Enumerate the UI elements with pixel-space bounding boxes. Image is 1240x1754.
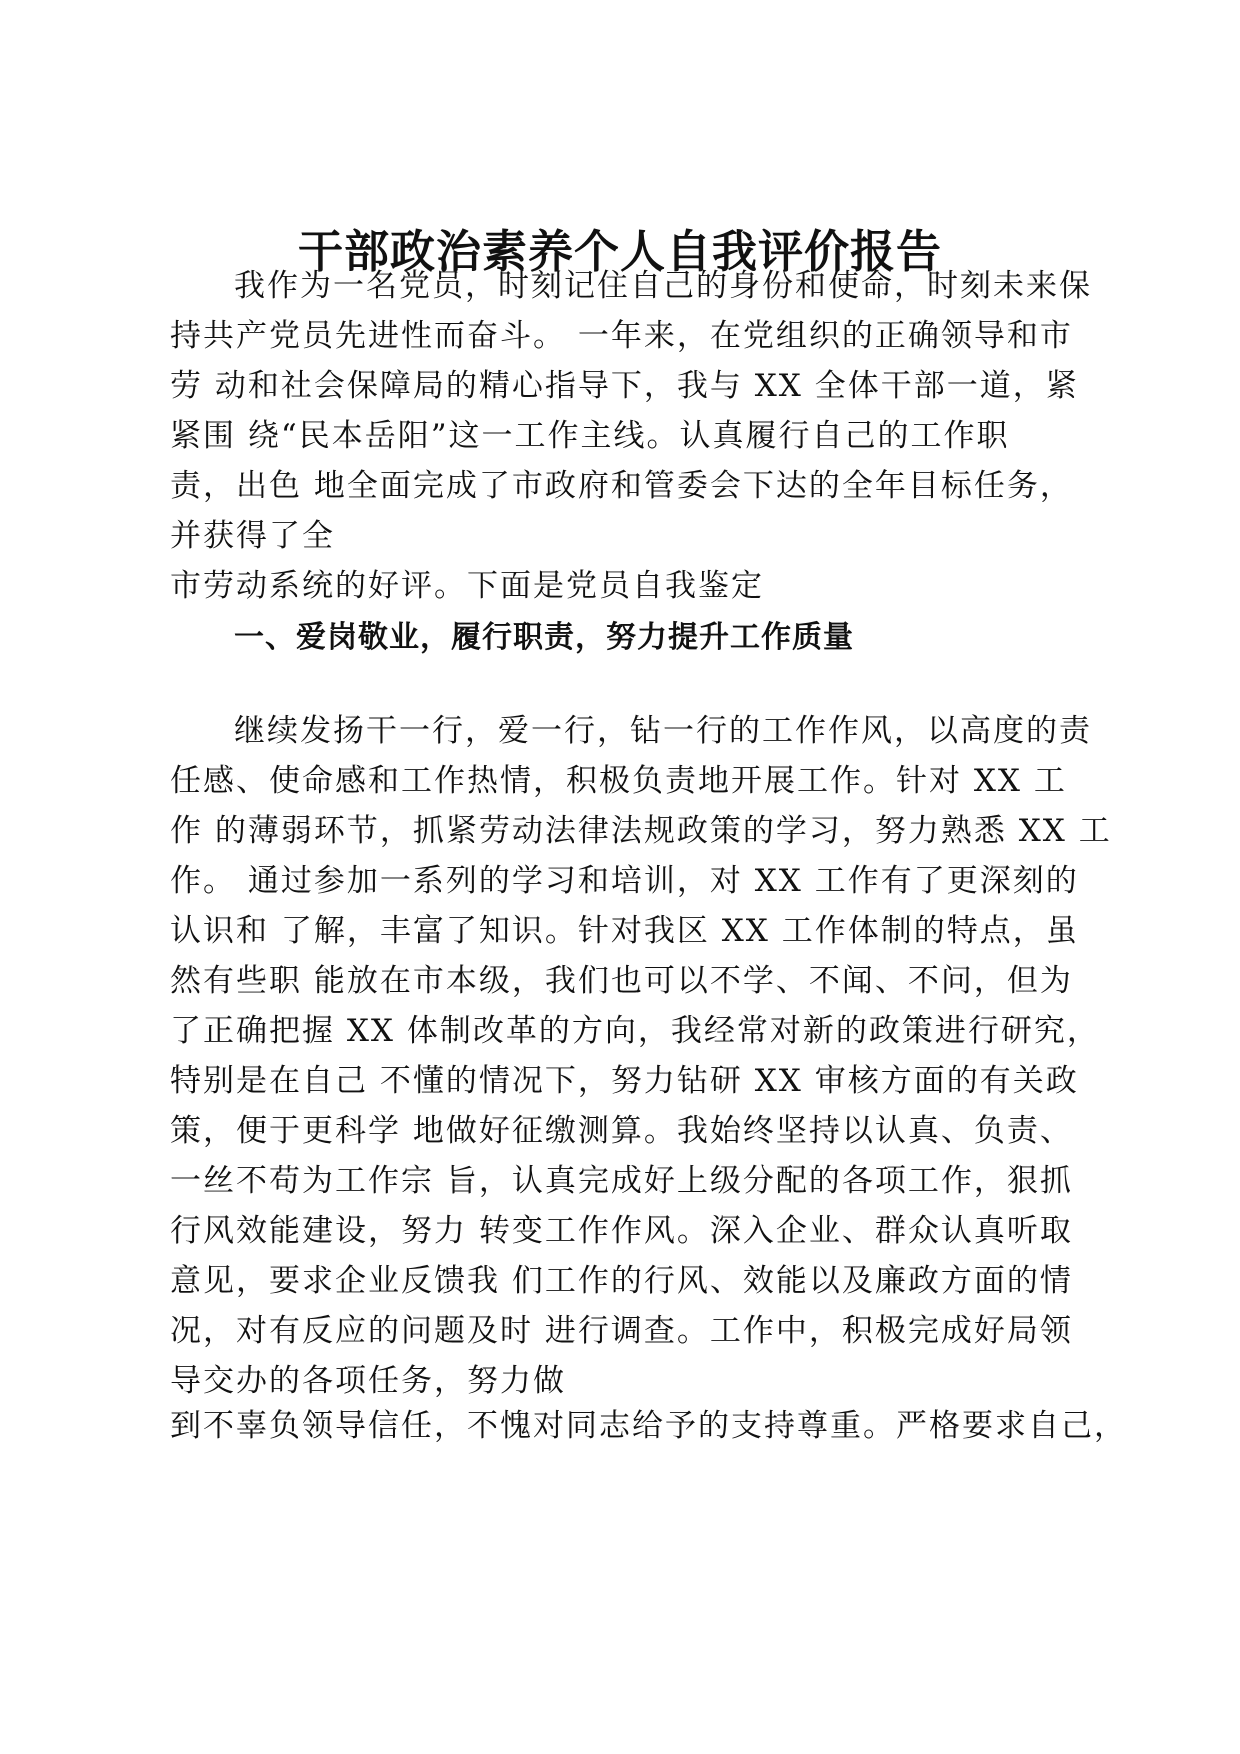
body-line-12: 意见，要求企业反馈我 们工作的行风、效能以及廉政方面的情 [170, 1263, 1073, 1299]
section-heading: 一、爱岗敬业，履行职责，努力提升工作质量 [234, 620, 854, 655]
body-line-6: 然有些职 能放在市本级，我们也可以不学、不闻、不问，但为 [170, 963, 1073, 999]
intro-line-7: 市劳动系统的好评。下面是党员自我鉴定 [170, 568, 764, 604]
body-line-4: 作。 通过参加一系列的学习和培训，对 XX 工作有了更深刻的 [170, 863, 1079, 899]
document-title: 干部政治素养个人自我评价报告 [297, 225, 942, 278]
body-line-9: 策，便于更科学 地做好征缴测算。我始终坚持以认真、负责、 [170, 1113, 1073, 1149]
body-line-1: 继续发扬干一行，爱一行，钻一行的工作作风，以高度的责 [234, 713, 1092, 749]
body-line-8: 特别是在自己 不懂的情况下，努力钻研 XX 审核方面的有关政 [170, 1063, 1079, 1099]
body-line-11: 行风效能建设，努力 转变工作作风。深入企业、群众认真听取 [170, 1213, 1073, 1249]
body-line-13: 况，对有反应的问题及时 进行调查。工作中，积极完成好局领 [170, 1313, 1073, 1349]
body-line-7: 了正确把握 XX 体制改革的方向，我经常对新的政策进行研究， [170, 1013, 1100, 1049]
body-line-3: 作 的薄弱环节，抓紧劳动法律法规政策的学习，努力熟悉 XX 工 [170, 813, 1112, 849]
intro-line-2: 持共产党员先进性而奋斗。 一年来，在党组织的正确领导和市 [170, 318, 1073, 354]
body-line-2: 任感、使命感和工作热情，积极负责地开展工作。针对 XX 工 [170, 763, 1067, 799]
intro-line-5: 责，出色 地全面完成了市政府和管委会下达的全年目标任务， [170, 468, 1073, 504]
intro-line-1: 我作为一名党员，时刻记住自己的身份和使命，时刻未来保 [234, 268, 1092, 304]
intro-line-6: 并获得了全 [170, 518, 335, 554]
intro-line-3: 劳 动和社会保障局的精心指导下，我与 XX 全体干部一道，紧 [170, 368, 1079, 404]
body-line-14: 导交办的各项任务，努力做 [170, 1363, 566, 1399]
body-line-10: 一丝不苟为工作宗 旨，认真完成好上级分配的各项工作，狠抓 [170, 1163, 1073, 1199]
intro-line-4: 紧围 绕“民本岳阳”这一工作主线。认真履行自己的工作职 [170, 418, 1010, 454]
body-line-5: 认识和 了解，丰富了知识。针对我区 XX 工作体制的特点，虽 [170, 913, 1079, 949]
body-line-15: 到不辜负领导信任，不愧对同志给予的支持尊重。严格要求自己， [170, 1408, 1127, 1444]
